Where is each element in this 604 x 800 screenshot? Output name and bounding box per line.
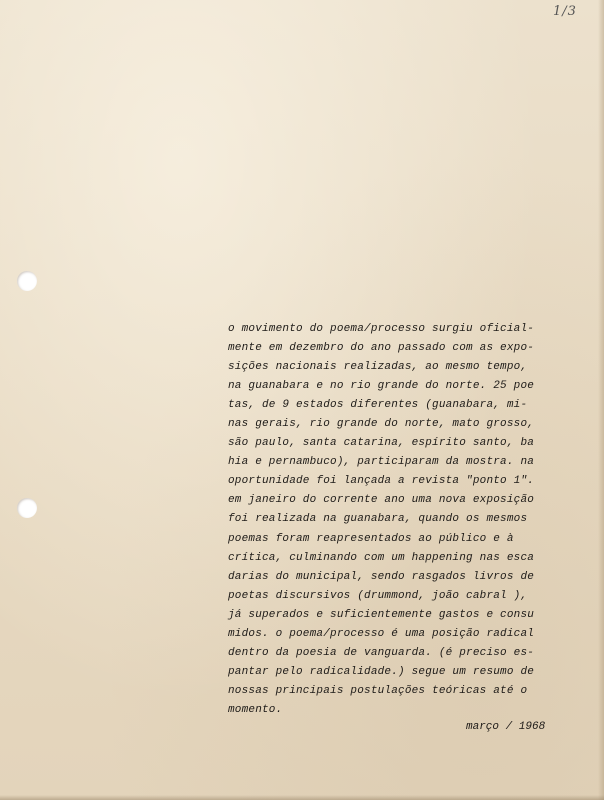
text-line: nossas principais postulações teóricas até o [228,684,528,697]
text-line: mente em dezembro do ano passado com as expo- [228,342,535,355]
text-line: poetas discursivos (drummond, joão cabral ), [228,589,528,602]
text-line: foi realizada na guanabara, quando os mesmos [228,513,528,526]
paper-edge-shadow-bottom [0,795,604,800]
text-line: em janeiro do corrente ano uma nova exposição [228,494,535,507]
text-line: nas gerais, rio grande do norte, mato grosso, [228,418,535,431]
text-line: oportunidade foi lançada a revista "ponto 1". [228,475,535,488]
typed-paragraph [228,320,588,720]
text-line: pantar pelo radicalidade.) segue um resumo de [228,665,535,678]
paper-edge-shadow [598,0,604,800]
text-line: momento. [228,703,283,716]
text-line: dentro da poesia de vanguarda. (é preciso es- [228,646,535,659]
text-line: midos. o poema/processo é uma posição radical [228,627,535,640]
text-line: o movimento do poema/processo surgiu oficial- [228,323,535,335]
text-line: darias do municipal, sendo rasgados livros de [228,570,535,583]
text-line: na guanabara e no rio grande do norte. 25 poe [228,380,535,393]
text-line: são paulo, santa catarina, espírito santo, ba [228,437,535,450]
date-line: março / 1968 [466,721,546,733]
text-line: sições nacionais realizadas, ao mesmo tempo, [228,361,528,374]
punch-hole-upper [17,271,37,291]
text-line: hia e pernambuco), participaram da mostra. na [228,456,535,469]
punch-hole-lower [17,498,37,518]
page-number: 1/3 [553,4,577,19]
text-line: já superados e suficientemente gastos e consu [228,608,535,621]
text-line: tas, de 9 estados diferentes (guanabara, mi- [228,399,528,412]
text-line: crítica, culminando com um happening nas esca [228,551,535,564]
text-line: poemas foram reapresentados ao público e à [228,532,514,545]
